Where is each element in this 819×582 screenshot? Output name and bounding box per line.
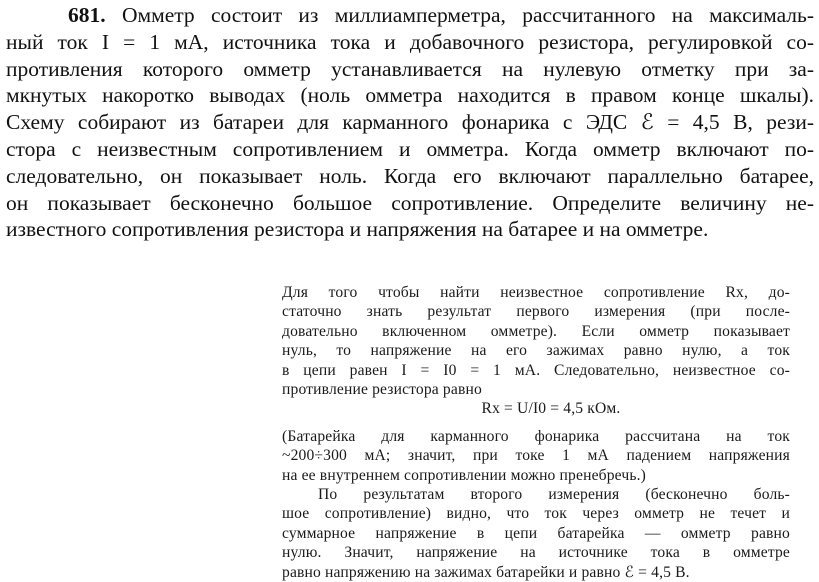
conclusion-line-3: суммарное напряжение в цепи батарейка — омметр равно (282, 524, 790, 542)
problem-line-8: он показывает бесконечно большое сопротивление. Определите величину не- (6, 190, 814, 215)
problem-line-1 (6, 2, 814, 29)
problem-statement (6, 2, 814, 243)
conclusion-line-1: По результатам второго измерения (бесконечно боль- (318, 486, 790, 504)
note-line-3: на ее внутреннем сопротивлении можно пренебречь.) (282, 466, 646, 484)
problem-line-7: следовательно, он показывает ноль. Когда его включают параллельно батарее, (6, 163, 814, 188)
problem-line-6: стора с неизвестным сопротивлением и омметра. Когда омметр включают по- (6, 136, 814, 161)
conclusion-line-5: равно напряжению на зажимах батарейки и равно ℰ = 4,5 В. (282, 563, 690, 581)
note-line-1: (Батарейка для карманного фонарика рассчитана на ток (282, 427, 790, 445)
solution-line-1: Для того чтобы найти неизвестное сопротивление Rx, до- (282, 284, 790, 301)
conclusion-line-4: нулю. Значит, напряжение на источнике тока в омметре (282, 544, 790, 562)
problem-line-5: Схему собирают из батареи для карманного фонарика с ЭДС ℰ = 4,5 В, рези- (6, 110, 814, 135)
solution-line-2: статочно знать результат первого измерения (при после- (282, 303, 790, 321)
solution-line-4: нуль, то напряжение на его зажимах равно нулю, а ток (282, 342, 790, 360)
conclusion-line-2: шое сопротивление) видно, что ток через омметр не течет и (282, 505, 790, 523)
solution-line-3: довательно включенном омметре). Если омметр показывает (282, 322, 790, 340)
problem-line-1-text: Омметр состоит из миллиамперметра, рассчитанного на максималь- (121, 3, 815, 27)
solution-line-5: в цепи равен I = I0 = 1 мА. Следовательно, неизвестное со- (282, 361, 790, 379)
problem-line-9: известного сопротивления резистора и напряжения на батарее и на омметре. (6, 217, 709, 242)
resistance-formula: Rx = U/I0 = 4,5 кОм. (481, 400, 621, 418)
problem-number: 681. (68, 3, 106, 27)
problem-line-4: мкнутых накоротко выводах (ноль омметра находится в правом конце шкалы). (6, 83, 814, 108)
paragraph-gap (282, 419, 790, 427)
solution-block (282, 283, 790, 582)
problem-line-2: ный ток I = 1 мА, источника тока и добавочного резистора, регулировкой со- (6, 29, 814, 54)
problem-line-3: противления которого омметр устанавливается на нулевую отметку при за- (6, 56, 814, 81)
solution-line-6: противление резистора равно (282, 381, 482, 399)
note-line-2: ~200÷300 мА; значит, при токе 1 мА падением напряжения (282, 447, 790, 465)
